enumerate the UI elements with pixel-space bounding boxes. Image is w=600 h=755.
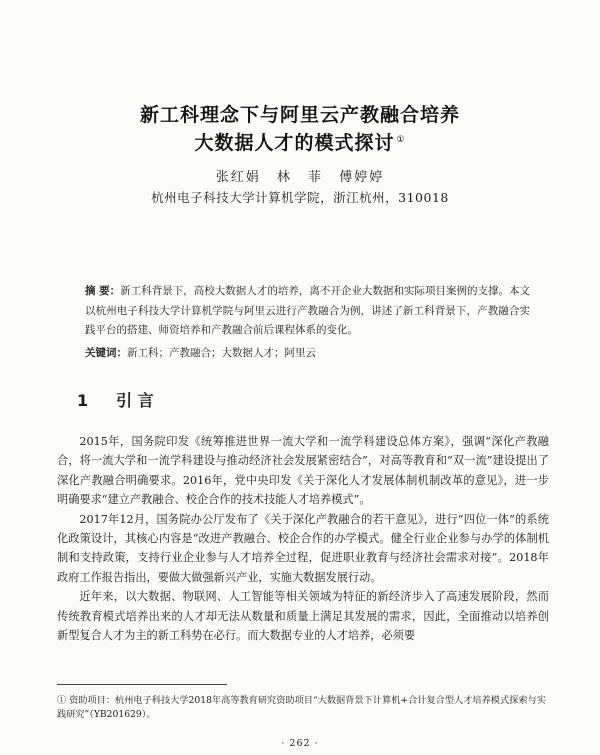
- abstract: [85, 282, 530, 341]
- footnote-text: 资助项目：杭州电子科技大学2018年高等教育研究资助项目“大数据背景下计算机+合计复合型人才培养模式探索与实践研究”（YB201629）。: [57, 695, 546, 720]
- page-number: · 262 ·: [281, 738, 319, 749]
- footnote: [57, 694, 549, 722]
- paragraph-1: 2015年，国务院印发《统筹推进世界一流大学和一流学科建设总体方案》，强调“深化产教融合，将一流大学和一流学科建设与推动经济社会发展紧密结合”，对高等教育和“双一流”建设提出了深化产教融合明确要求。2016年，党中央印发《关于深化人才发展体制机制改革的意见》，进一步明确要求“建立产教融合、校企合作的技术技能人才培养模式”。: [57, 435, 549, 507]
- affiliation: 杭州电子科技大学计算机学院，浙江杭州，310018: [151, 190, 449, 205]
- paragraph-3: 近年来，以大数据、物联网、人工智能等相关领域为特征的新经济步入了高速发展阶段，然而传统教育模式培养出来的人才却无法从数量和质量上满足其发展的需求，因此，全面推动以培养创新型复合人才为主的新工科势在必行。而大数据专业的人才培养，必须要: [57, 590, 549, 643]
- footnote-divider: [57, 684, 227, 685]
- paper-title-line2: [0, 128, 600, 155]
- body-text: [57, 432, 549, 645]
- keywords: [85, 345, 530, 360]
- keywords-label: 关键词：: [85, 347, 127, 359]
- section-heading: [77, 388, 182, 411]
- section-title: 引 言: [116, 391, 154, 410]
- paragraph-2: 2017年12月，国务院办公厅发布了《关于深化产教融合的若干意见》，进行“四位一体”的系统化政策设计，其核心内容是“改进产教融合、校企合作的办学模式。健全行业企业参与办学的体制机制和支持政策，支持行业企业参与人才培养全过程，促进职业教育与经济社会需求对接”。2018年政府工作报告指出，要做大做强新兴产业，实施大数据发展行动。: [57, 512, 549, 584]
- paper-title-line1: 新工科理念下与阿里云产教融合培养: [139, 104, 460, 126]
- section-number: 1: [77, 391, 89, 410]
- footnote-mark: ①: [57, 695, 67, 706]
- title-footnote-mark: ①: [396, 134, 406, 145]
- paper-title-line2-text: 大数据人才的模式探讨: [194, 132, 395, 154]
- keywords-text: 新工科；产教融合；大数据人才；阿里云: [127, 347, 316, 359]
- abstract-label: 摘 要：: [85, 285, 121, 297]
- abstract-text: 新工科背景下，高校大数据人才的培养，离不开企业大数据和实际项目案例的支撑。本文以杭州电子科技大学计算机学院与阿里云进行产教融合为例，讲述了新工科背景下，产教融合实践平台的搭建、师资培养和产教融合前后课程体系的变化。: [85, 285, 531, 336]
- authors: 张红娟 林 菲 傅婷婷: [215, 170, 385, 185]
